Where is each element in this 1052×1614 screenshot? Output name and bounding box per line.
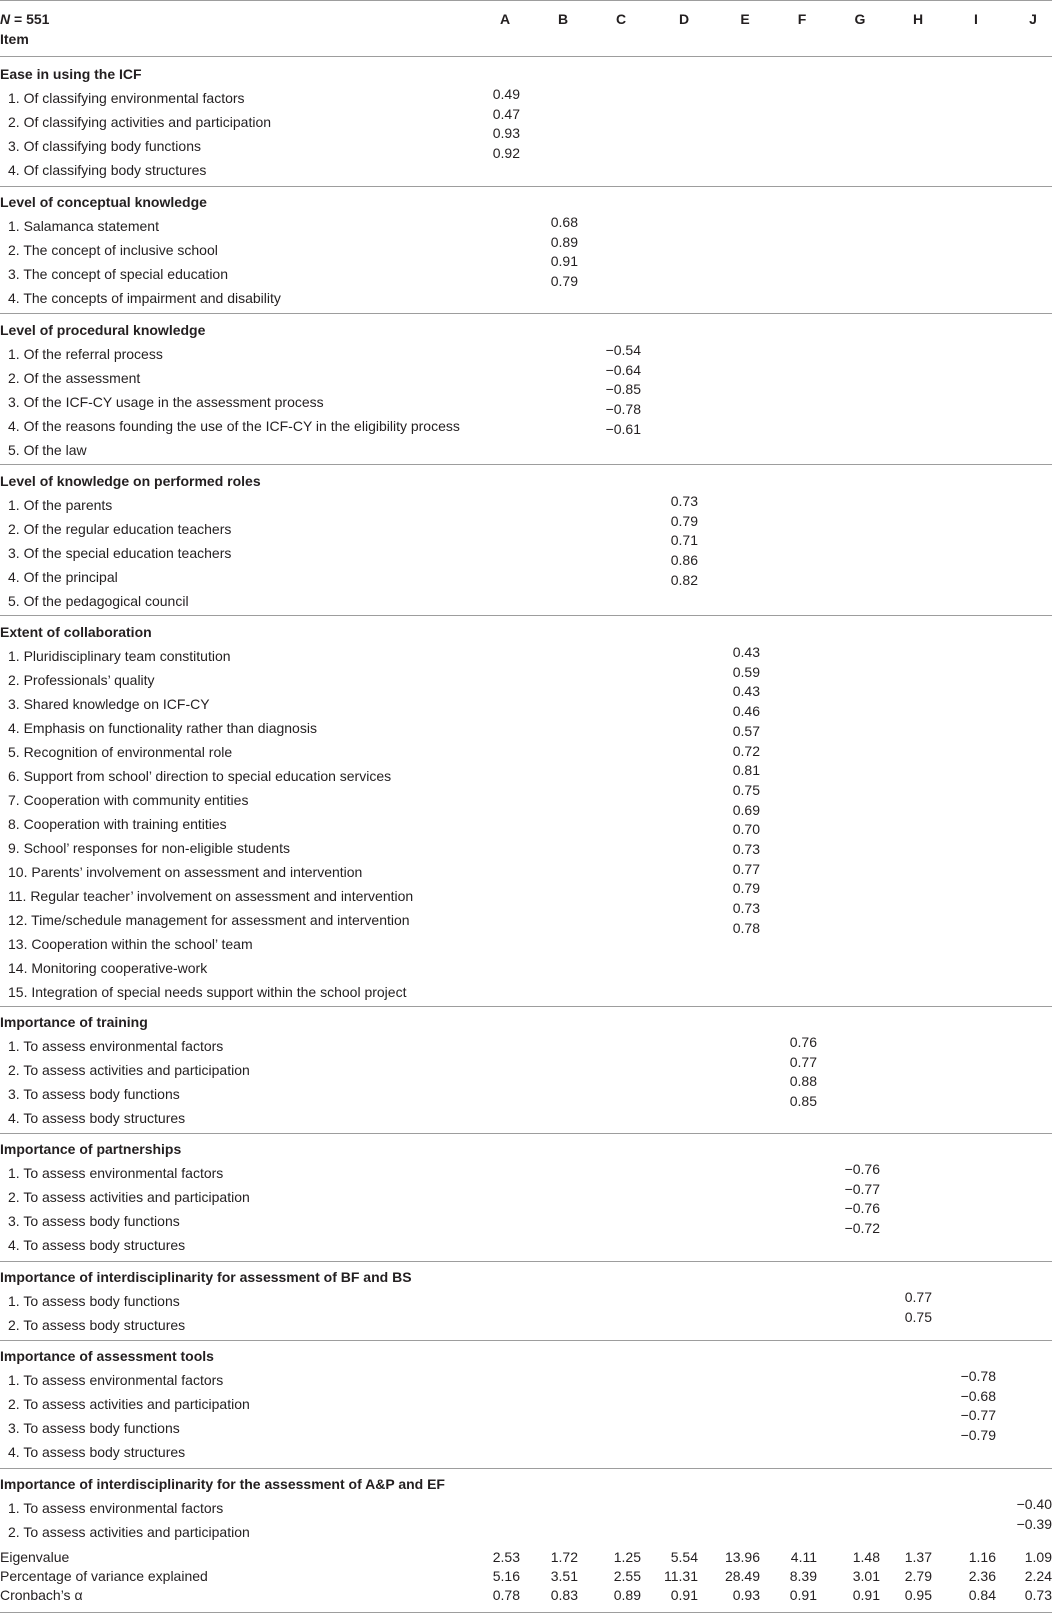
factor-loading: 0.43: [732, 683, 760, 700]
item-label: 4. To assess body structures: [8, 1110, 186, 1126]
factor-loading: 0.86: [670, 552, 698, 569]
factor-loading: −0.79: [960, 1427, 996, 1444]
item-label: 4. The concepts of impairment and disability: [8, 290, 281, 306]
item-label: 3. To assess body functions: [8, 1420, 180, 1436]
factor-loading: 0.88: [789, 1073, 817, 1090]
factor-loading: −0.76: [844, 1161, 880, 1177]
table-rule: [0, 313, 1052, 314]
item-label: 4. To assess body structures: [8, 1237, 186, 1253]
n-value: = 551: [10, 11, 50, 27]
group-title: Level of conceptual knowledge: [0, 194, 207, 210]
item-label: 5. Recognition of environmental role: [8, 744, 233, 760]
footer-value: 0.91: [789, 1587, 817, 1603]
item-label: 10. Parents’ involvement on assessment and intervention: [8, 864, 363, 880]
factor-loading: −0.40: [1016, 1496, 1052, 1512]
group-title: Importance of training: [0, 1014, 148, 1030]
item-label: 3. To assess body functions: [8, 1213, 180, 1229]
footer-value: 11.31: [664, 1568, 698, 1584]
table-rule: [0, 1133, 1052, 1134]
factor-loading: 0.68: [550, 214, 578, 230]
factor-loading: 0.73: [670, 493, 698, 509]
factor-loading: 0.79: [670, 512, 698, 529]
item-label: 8. Cooperation with training entities: [8, 816, 227, 832]
footer-value: 13.96: [724, 1549, 760, 1565]
item-label: 3. The concept of special education: [8, 266, 229, 282]
item-column-header: Item: [0, 31, 29, 47]
item-label: 4. Of the reasons founding the use of the ICF-CY in the eligibility process: [8, 418, 460, 434]
group-title: Ease in using the ICF: [0, 66, 142, 82]
footer-value: 2.36: [968, 1568, 996, 1584]
table-rule: [0, 0, 1052, 1]
item-label: 5. Of the pedagogical council: [8, 593, 189, 609]
footer-value: 5.16: [492, 1568, 520, 1584]
factor-loading: 0.76: [789, 1034, 817, 1050]
factor-loading: 0.46: [732, 703, 760, 720]
table-rule: [0, 1006, 1052, 1007]
footer-value: 28.49: [724, 1568, 760, 1584]
table-rule: [0, 1468, 1052, 1469]
factor-column-header-c: C: [615, 11, 627, 27]
group-title: Importance of interdisciplinarity for assessment of BF and BS: [0, 1269, 412, 1285]
factor-loading: 0.69: [732, 801, 760, 818]
item-label: 1. To assess environmental factors: [8, 1165, 224, 1181]
factor-loading: −0.78: [605, 401, 641, 418]
sample-size-label: [0, 12, 49, 26]
footer-value: 8.39: [789, 1568, 817, 1584]
factor-loading: 0.73: [732, 841, 760, 857]
item-label: 2. Professionals’ quality: [8, 672, 155, 688]
item-label: 1. Pluridisciplinary team constitution: [8, 648, 231, 664]
item-label: 2. To assess activities and participation: [8, 1524, 250, 1540]
item-label: 2. To assess activities and participation: [8, 1062, 250, 1078]
table-rule: [0, 186, 1052, 187]
item-label: 2. To assess activities and participation: [8, 1189, 250, 1205]
factor-loading: 0.49: [492, 86, 520, 102]
item-label: 4. Of the principal: [8, 569, 118, 585]
group-title: Extent of collaboration: [0, 624, 152, 640]
factor-column-header-i: I: [974, 11, 978, 27]
footer-value: 0.93: [732, 1587, 760, 1603]
item-label: 3. Shared knowledge on ICF-CY: [8, 696, 210, 712]
factor-loading: 0.72: [732, 742, 760, 759]
item-label: 4. Emphasis on functionality rather than diagnosis: [8, 720, 317, 736]
factor-loading: −0.77: [960, 1407, 996, 1424]
table-rule: [0, 56, 1052, 57]
footer-value: 1.48: [852, 1549, 880, 1565]
footer-value: 2.53: [492, 1549, 520, 1565]
footer-value: 0.95: [904, 1587, 932, 1603]
footer-row-label: Cronbach’s α: [0, 1587, 83, 1603]
group-title: Importance of assessment tools: [0, 1348, 214, 1364]
item-label: 1. Of the referral process: [8, 346, 163, 362]
factor-column-header-e: E: [740, 11, 750, 27]
item-label: 6. Support from school’ direction to special education services: [8, 768, 392, 784]
item-label: 12. Time/schedule management for assessment and intervention: [8, 912, 410, 928]
footer-value: 1.16: [968, 1549, 996, 1565]
footer-value: 4.11: [790, 1549, 817, 1565]
factor-column-header-b: B: [557, 11, 569, 27]
factor-loading: 0.73: [732, 900, 760, 917]
item-label: 1. Salamanca statement: [8, 218, 159, 234]
n-symbol: N: [0, 11, 11, 27]
footer-value: 1.37: [904, 1549, 932, 1565]
footer-value: 1.25: [613, 1549, 641, 1565]
item-label: 4. Of classifying body structures: [8, 162, 207, 178]
factor-loading: −0.76: [844, 1200, 880, 1217]
item-label: 2. Of the assessment: [8, 370, 141, 386]
item-label: 9. School’ responses for non-eligible students: [8, 840, 290, 856]
factor-loading: 0.71: [670, 532, 698, 549]
item-label: 7. Cooperation with community entities: [8, 792, 249, 808]
table-rule: [0, 1261, 1052, 1262]
item-label: 11. Regular teacher’ involvement on assessment and intervention: [8, 888, 414, 904]
item-label: 1. To assess environmental factors: [8, 1500, 224, 1516]
footer-value: 3.51: [550, 1568, 578, 1584]
footer-row-label: Eigenvalue: [0, 1549, 70, 1565]
item-label: 1. To assess body functions: [8, 1293, 180, 1309]
item-label: 14. Monitoring cooperative-work: [8, 960, 208, 976]
item-label: 1. To assess environmental factors: [8, 1372, 224, 1388]
factor-loading: 0.92: [492, 145, 520, 162]
factor-loading: 0.91: [550, 253, 578, 270]
item-label: 2. To assess body structures: [8, 1317, 186, 1333]
footer-value: 1.72: [550, 1549, 578, 1565]
factor-loading: 0.82: [670, 571, 698, 588]
footer-value: 0.89: [613, 1587, 641, 1603]
footer-value: 0.91: [852, 1587, 880, 1603]
item-label: 4. To assess body structures: [8, 1444, 186, 1460]
factor-loading: 0.57: [732, 722, 760, 739]
item-label: 15. Integration of special needs support within the school project: [8, 984, 407, 1000]
table-rule: [0, 1340, 1052, 1341]
factor-loading: −0.68: [960, 1387, 996, 1404]
factor-loading: 0.79: [550, 273, 578, 290]
factor-column-header-d: D: [678, 11, 690, 27]
item-label: 3. Of classifying body functions: [8, 138, 201, 154]
footer-value: 0.91: [670, 1587, 698, 1603]
item-label: 3. To assess body functions: [8, 1086, 180, 1102]
factor-column-header-j: J: [1029, 11, 1037, 27]
factor-loading: −0.64: [605, 361, 641, 378]
factor-loading: 0.93: [492, 125, 520, 142]
factor-loading: 0.78: [732, 919, 760, 936]
factor-loading: 0.59: [732, 663, 760, 680]
item-label: 13. Cooperation within the school’ team: [8, 936, 253, 952]
factor-loading: 0.89: [550, 233, 578, 250]
factor-loading: 0.77: [789, 1053, 817, 1070]
footer-value: 1.09: [1024, 1549, 1052, 1565]
item-label: 3. Of the special education teachers: [8, 545, 232, 561]
footer-value: 2.55: [613, 1568, 641, 1584]
footer-value: 2.24: [1024, 1568, 1052, 1584]
group-title: Importance of partnerships: [0, 1141, 182, 1157]
footer-value: 5.54: [670, 1549, 698, 1565]
footer-value: 0.73: [1024, 1587, 1052, 1603]
factor-loading: −0.85: [605, 381, 641, 398]
factor-loading: −0.39: [1016, 1515, 1052, 1532]
footer-row-label: Percentage of variance explained: [0, 1568, 208, 1584]
factor-loading: 0.75: [732, 781, 760, 798]
group-title: Level of procedural knowledge: [0, 322, 206, 338]
footer-value: 0.78: [492, 1587, 520, 1603]
item-label: 3. Of the ICF-CY usage in the assessment process: [8, 394, 324, 410]
item-label: 2. The concept of inclusive school: [8, 242, 218, 258]
item-label: 2. Of classifying activities and participation: [8, 114, 272, 130]
factor-loading: −0.54: [605, 342, 641, 358]
item-label: 1. Of the parents: [8, 497, 113, 513]
footer-value: 3.01: [852, 1568, 880, 1584]
factor-loading: 0.77: [732, 860, 760, 877]
item-label: 1. To assess environmental factors: [8, 1038, 224, 1054]
factor-loading: 0.77: [904, 1289, 932, 1305]
group-title: Level of knowledge on performed roles: [0, 473, 261, 489]
footer-value: 0.84: [968, 1587, 996, 1603]
factor-column-header-h: H: [912, 11, 924, 27]
item-label: 2. To assess activities and participation: [8, 1396, 250, 1412]
item-label: 5. Of the law: [8, 442, 87, 458]
factor-loading: 0.47: [492, 105, 520, 122]
factor-loading: 0.85: [789, 1093, 817, 1110]
factor-loading: 0.79: [732, 880, 760, 897]
factor-loading: −0.78: [960, 1368, 996, 1384]
group-title: Importance of interdisciplinarity for the assessment of A&P and EF: [0, 1476, 445, 1492]
factor-loading: 0.75: [904, 1308, 932, 1325]
item-label: 2. Of the regular education teachers: [8, 521, 232, 537]
factor-column-header-g: G: [854, 11, 866, 27]
footer-value: 0.83: [550, 1587, 578, 1603]
item-label: 1. Of classifying environmental factors: [8, 90, 245, 106]
factor-loading: −0.77: [844, 1180, 880, 1197]
factor-column-header-a: A: [499, 11, 511, 27]
footer-value: 2.79: [904, 1568, 932, 1584]
table-rule: [0, 1612, 1052, 1613]
table-rule: [0, 464, 1052, 465]
factor-loading: 0.81: [732, 762, 760, 779]
factor-loading: −0.72: [844, 1220, 880, 1237]
factor-loading: −0.61: [605, 420, 641, 437]
factor-loading: 0.43: [732, 644, 760, 660]
table-rule: [0, 615, 1052, 616]
factor-loading: 0.70: [732, 821, 760, 838]
factor-column-header-f: F: [797, 11, 807, 27]
